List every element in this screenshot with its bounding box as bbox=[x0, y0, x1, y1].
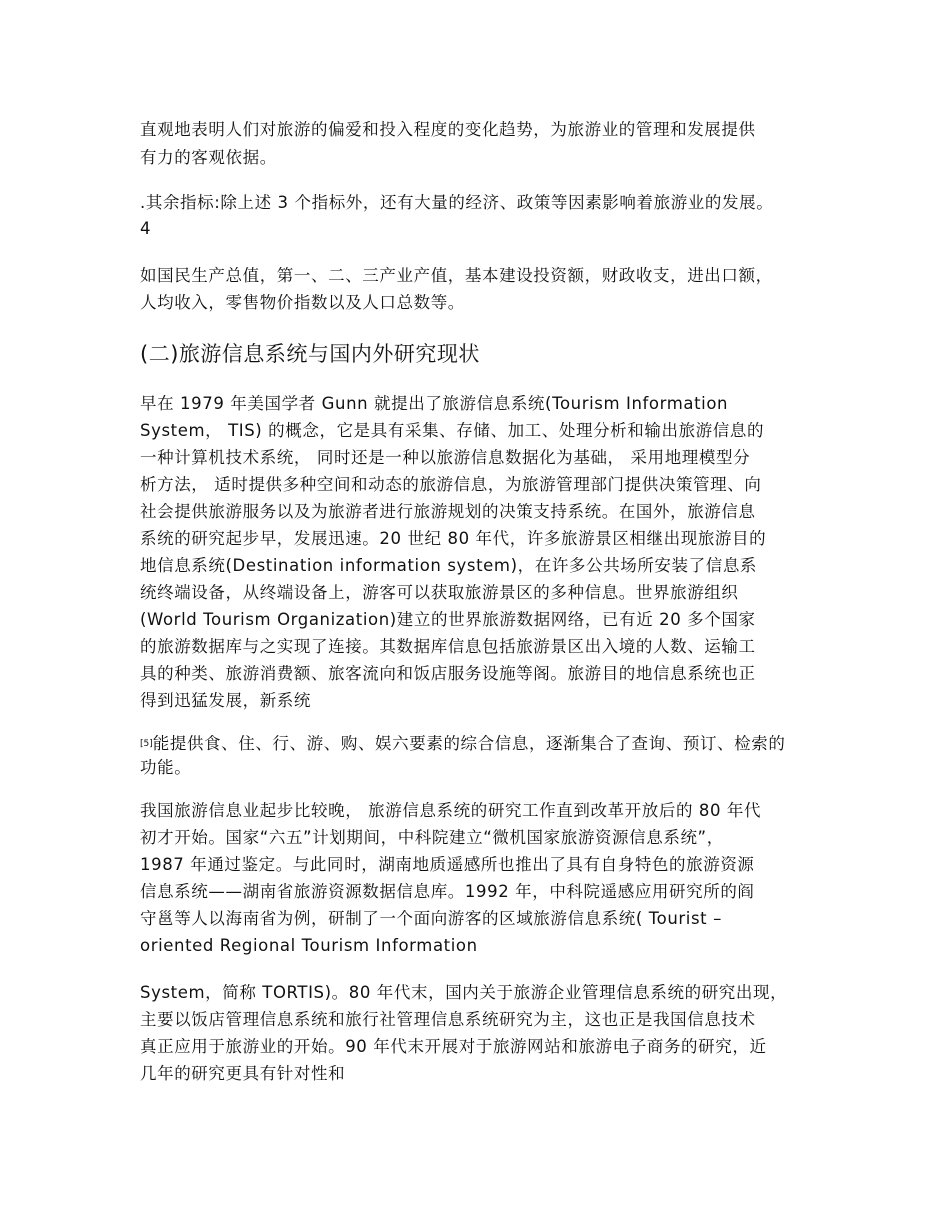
citation-marker: [5] bbox=[140, 739, 153, 749]
paragraph-line: 得到迅猛发展，新系统 bbox=[140, 691, 311, 710]
paragraph-line: .其余指标:除上述 3 个指标外，还有大量的经济、政策等因素影响着旅游业的发展。 bbox=[140, 193, 774, 212]
paragraph-line: 早在 1979 年美国学者 Gunn 就提出了旅游信息系统(Tourism Information bbox=[140, 394, 729, 413]
paragraph-line: 有力的客观依据。 bbox=[140, 148, 277, 167]
paragraph-line: System， TIS) 的概念，它是具有采集、存储、加工、处理分析和输出旅游信息的 bbox=[140, 421, 765, 440]
paragraph-line: 的旅游数据库与之实现了连接。其数据库信息包括旅游景区出入境的人数、运输工 bbox=[140, 637, 756, 656]
paragraph-line: 社会提供旅游服务以及为旅游者进行旅游规划的决策支持系统。在国外，旅游信息 bbox=[140, 502, 756, 521]
paragraph-line: 守邕等人以海南省为例，研制了一个面向游客的区域旅游信息系统( Tourist – bbox=[140, 909, 722, 928]
paragraph-line: 1987 年通过鉴定。与此同时，湖南地质遥感所也推出了具有自身特色的旅游资源 bbox=[140, 855, 755, 874]
section-heading: (二)旅游信息系统与国内外研究现状 bbox=[140, 342, 480, 366]
paragraph-line: 如国民生产总值，第一、二、三产业产值，基本建设投资额，财政收支，进出口额， bbox=[140, 266, 773, 285]
paragraph-line bbox=[140, 734, 785, 754]
paragraph-line: 统终端设备，从终端设备上，游客可以获取旅游景区的多种信息。世界旅游组织 bbox=[140, 583, 739, 602]
paragraph-line: 一种计算机技术系统， 同时还是一种以旅游信息数据化为基础， 采用地理模型分 bbox=[140, 448, 751, 467]
paragraph-line: 主要以饭店管理信息系统和旅行社管理信息系统研究为主，这也正是我国信息技术 bbox=[140, 1010, 756, 1029]
paragraph-line: 真正应用于旅游业的开始。90 年代末开展对于旅游网站和旅游电子商务的研究，近 bbox=[140, 1037, 767, 1056]
paragraph-line: 初才开始。国家“六五”计划期间，中科院建立“微机国家旅游资源信息系统”， bbox=[140, 828, 724, 847]
paragraph-line: 析方法， 适时提供多种空间和动态的旅游信息，为旅游管理部门提供决策管理、向 bbox=[140, 475, 762, 494]
paragraph-line: 几年的研究更具有针对性和 bbox=[140, 1064, 346, 1083]
paragraph-line: System，简称 TORTIS)。80 年代末，国内关于旅游企业管理信息系统的研究出现， bbox=[140, 983, 788, 1002]
paragraph-line: 直观地表明人们对旅游的偏爱和投入程度的变化趋势，为旅游业的管理和发展提供 bbox=[140, 120, 756, 139]
paragraph-line: 功能。 bbox=[140, 758, 192, 777]
paragraph-line: 我国旅游信息业起步比较晚， 旅游信息系统的研究工作直到改革开放后的 80 年代 bbox=[140, 801, 762, 820]
paragraph-line: 系统的研究起步早，发展迅速。20 世纪 80 年代，许多旅游景区相继出现旅游目的 bbox=[140, 529, 767, 548]
paragraph-line: (World Tourism Organization)建立的世界旅游数据网络，已有近 20 多个国家 bbox=[140, 610, 756, 629]
paragraph-line: 具的种类、旅游消费额、旅客流向和饭店服务设施等阁。旅游目的地信息系统也正 bbox=[140, 664, 756, 683]
paragraph-text: 能提供食、住、行、游、购、娱六要素的综合信息，逐渐集合了查询、预订、检索的 bbox=[152, 734, 786, 753]
paragraph-line: 4 bbox=[140, 219, 152, 238]
paragraph-line: 人均收入，零售物价指数以及人口总数等。 bbox=[140, 293, 465, 312]
paragraph-line: oriented Regional Tourism Information bbox=[140, 936, 478, 955]
paragraph-line: 地信息系统(Destination information system)，在许多公共场所安装了信息系 bbox=[140, 556, 758, 575]
paragraph-line: 信息系统——湖南省旅游资源数据信息库。1992 年，中科院遥感应用研究所的阎 bbox=[140, 882, 755, 901]
